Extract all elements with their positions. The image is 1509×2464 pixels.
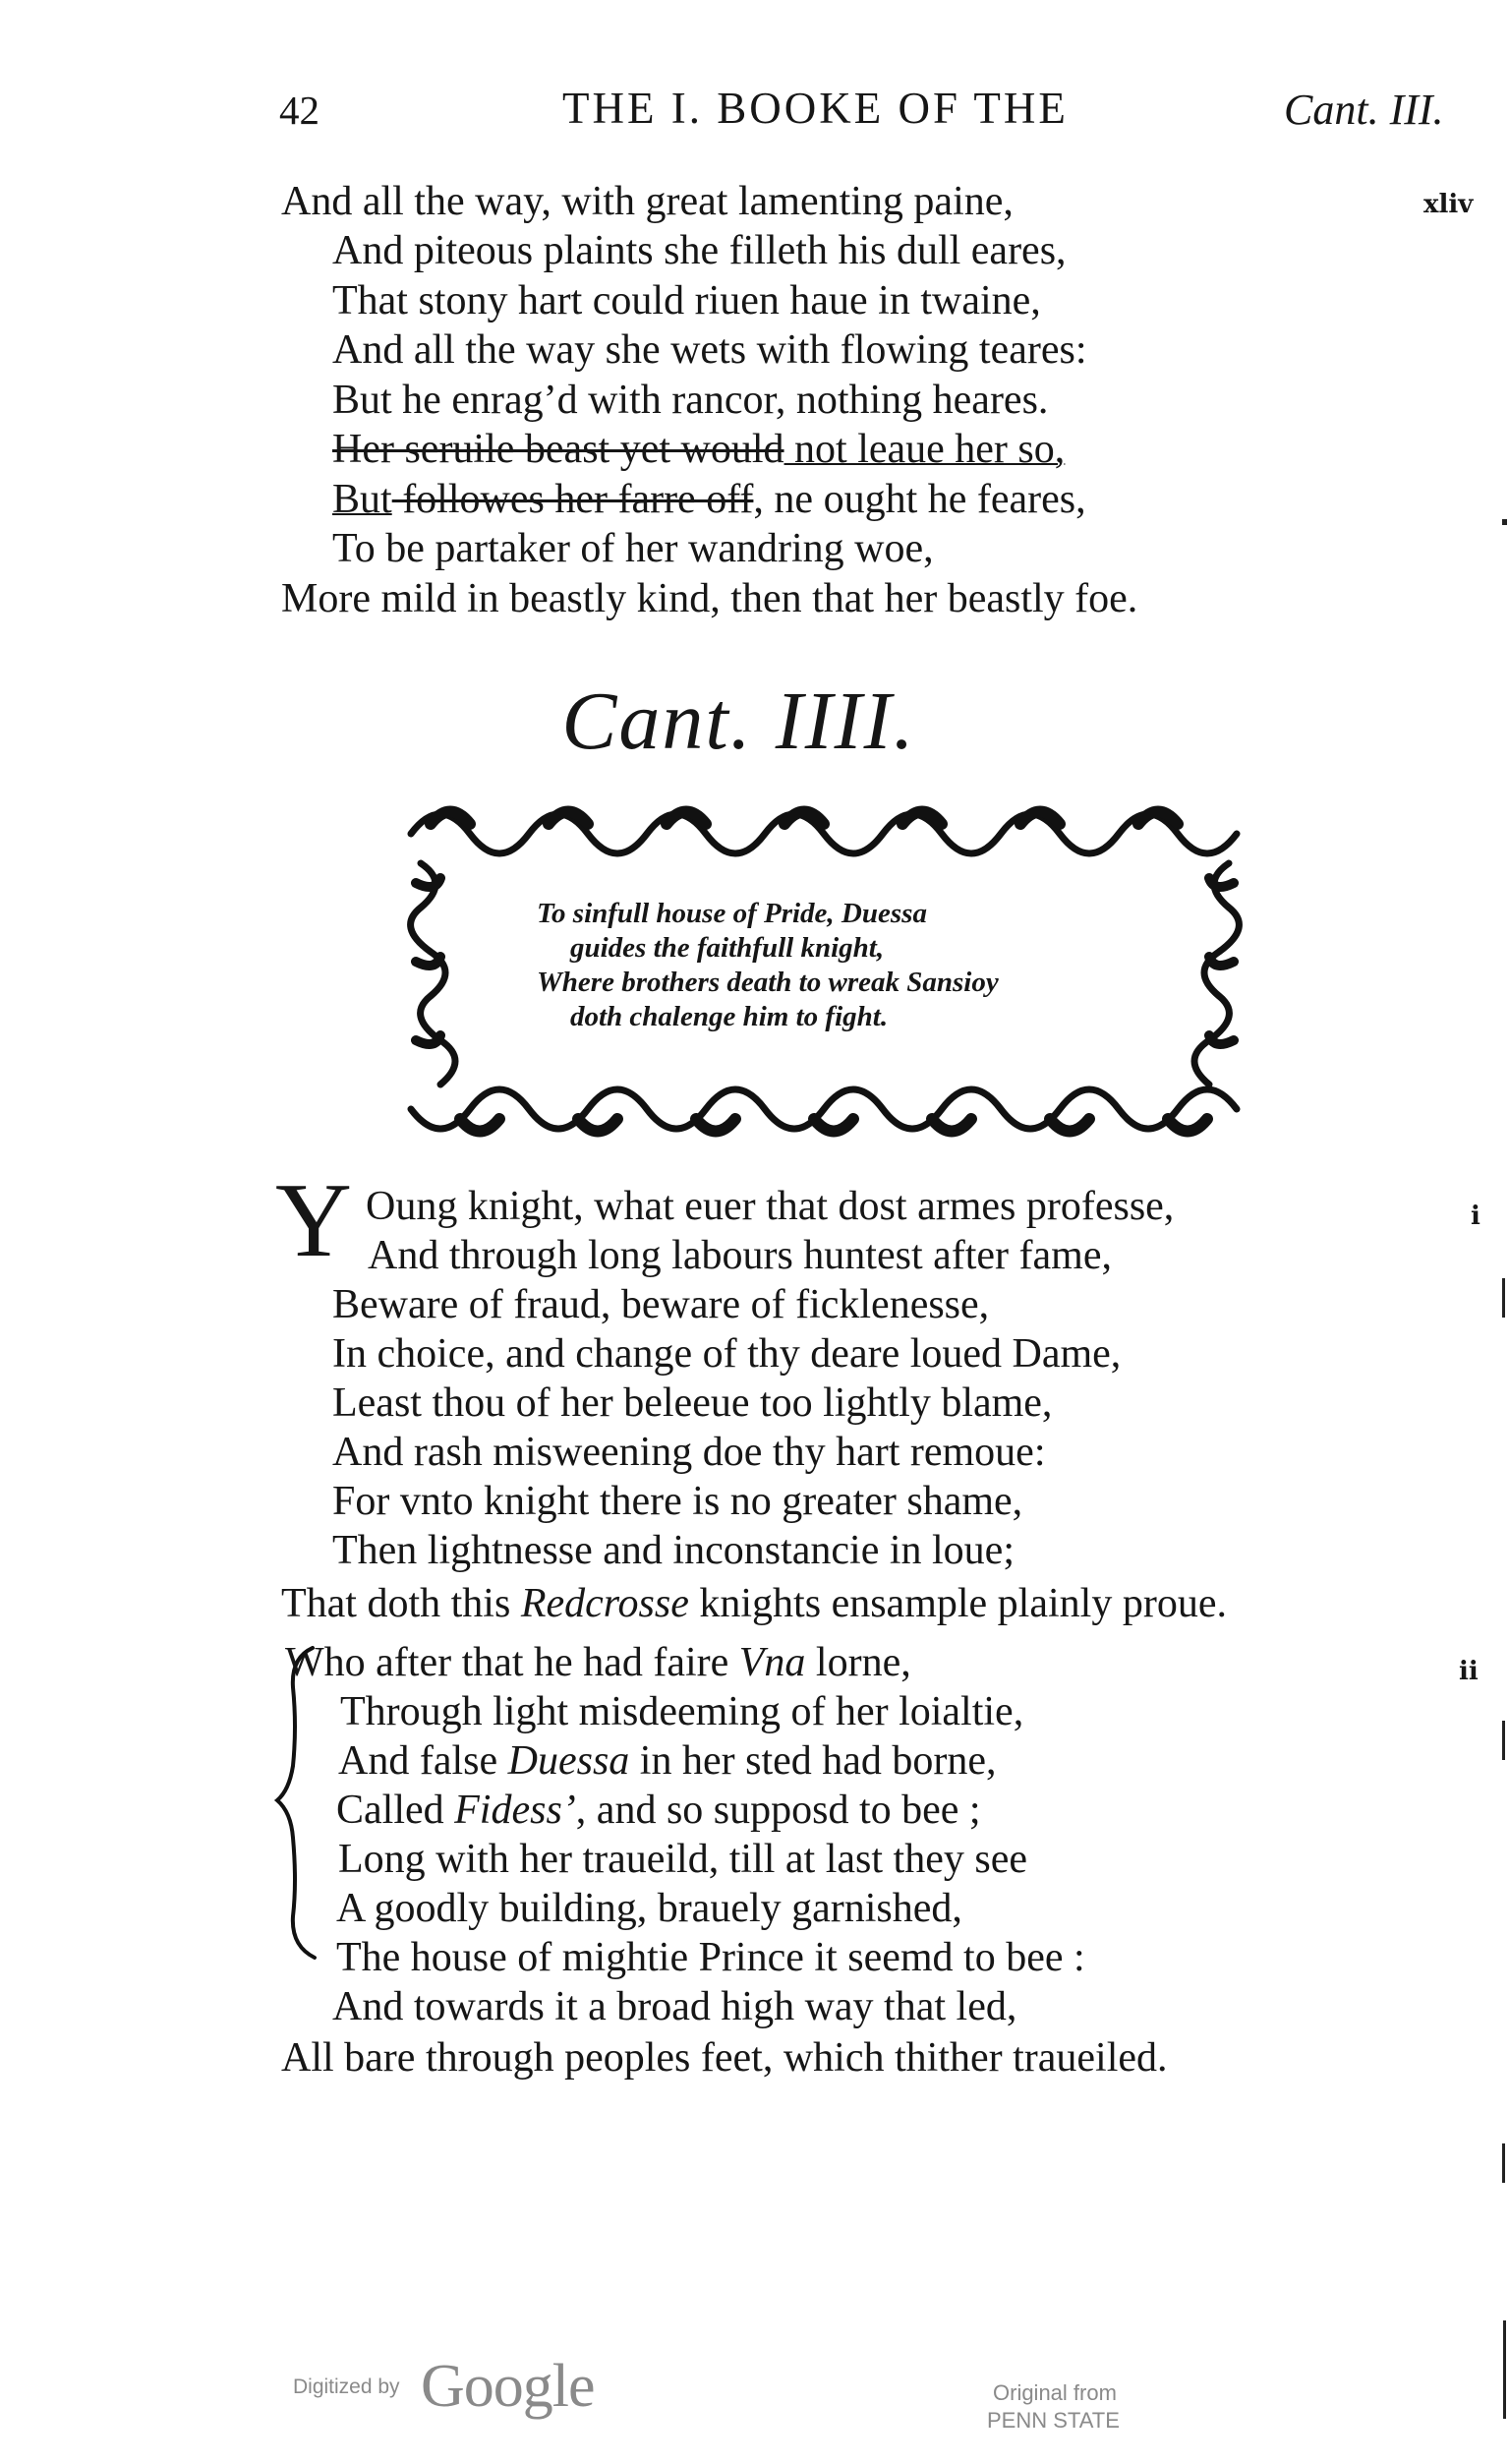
- verse-line: All bare through peoples feet, which thither traueiled.: [281, 2035, 1168, 2081]
- verse-text: knights ensample plainly proue.: [688, 1581, 1227, 1626]
- struck-text: Her seruile beast yet would: [332, 427, 784, 472]
- original-source: [987, 2379, 1120, 2435]
- italic-name: Redcrosse: [520, 1581, 689, 1626]
- right-ornament-column: [1194, 863, 1239, 1085]
- drop-cap: Y: [275, 1162, 352, 1279]
- scan-margin-mark: [1502, 2143, 1505, 2183]
- verse-line: And all the way, with great lamenting paine,: [281, 179, 1014, 224]
- source-library: PENN STATE: [987, 2408, 1120, 2433]
- verse-line-struck: [332, 425, 1065, 474]
- google-logo: Google: [421, 2353, 595, 2420]
- verse-line: Through light misdeeming of her loialtie,: [340, 1689, 1024, 1734]
- verse-text: , ne ought he feares,: [753, 477, 1086, 522]
- verse-text: lorne,: [805, 1640, 911, 1685]
- top-ornament-band: [411, 812, 1237, 854]
- verse-line-struck: [332, 475, 1086, 524]
- handwritten-brace-mark: [273, 1640, 322, 1965]
- canto-heading-text: Cant. IIII.: [561, 675, 916, 767]
- argument-line: doth chalenge him to fight.: [570, 1001, 889, 1032]
- verse-line: In choice, and change of thy deare loued Dame,: [332, 1331, 1122, 1377]
- running-title: THE I. BOOKE OF THE: [562, 84, 1069, 133]
- verse-line: More mild in beastly kind, then that her beastly foe.: [281, 576, 1138, 621]
- verse-text: That doth this: [281, 1581, 521, 1626]
- verse-text: Called: [336, 1788, 455, 1833]
- verse-line: [285, 1638, 911, 1687]
- stanza-number: xliv: [1423, 190, 1474, 219]
- page-number: 42: [279, 88, 319, 133]
- verse-line: [281, 1579, 1227, 1628]
- verse-line: But he enrag’d with rancor, nothing heares.: [332, 378, 1049, 423]
- original-from-label: Original from: [993, 2380, 1117, 2405]
- argument-line: guides the faithfull knight,: [570, 932, 885, 964]
- verse-line: [338, 1736, 997, 1786]
- scan-margin-mark: [1502, 1721, 1505, 1760]
- italic-name: Vna: [738, 1640, 806, 1685]
- verse-line: Least thou of her beleeue too lightly blame,: [332, 1380, 1053, 1426]
- stanza-number: i: [1471, 1202, 1480, 1231]
- verse-line: Oung knight, what euer that dost armes professe,: [366, 1184, 1175, 1229]
- verse-text: Who after that he had faire: [285, 1640, 739, 1685]
- italic-name: Duessa: [507, 1738, 630, 1784]
- verse-line: And through long labours huntest after fame,: [368, 1233, 1112, 1278]
- verse-line: The house of mightie Prince it seemd to bee :: [336, 1935, 1085, 1980]
- argument-line: To sinfull house of Pride, Duessa: [537, 898, 927, 929]
- verse-line: Long with her traueild, till at last they see: [338, 1837, 1027, 1882]
- verse-line: A goodly building, brauely garnished,: [336, 1886, 962, 1931]
- verse-line: And all the way she wets with flowing teares:: [332, 327, 1087, 373]
- verse-line: For vnto knight there is no greater shame,: [332, 1479, 1023, 1524]
- scan-margin-mark: [1502, 1278, 1505, 1318]
- struck-text: followes her farre off: [391, 477, 754, 522]
- running-canto: Cant. III.: [1284, 86, 1444, 134]
- scan-margin-mark: [1502, 519, 1507, 525]
- verse-line: Then lightnesse and inconstancie in loue;: [332, 1528, 1015, 1573]
- verse-line: And towards it a broad high way that led,: [332, 1984, 1017, 2029]
- verse-line: Beware of fraud, beware of ficklenesse,: [332, 1282, 990, 1327]
- verse-line: And piteous plaints she filleth his dull eares,: [332, 228, 1067, 273]
- canto-argument: [537, 897, 999, 1034]
- verse-text: in her sted had borne,: [629, 1738, 997, 1784]
- canto-heading: [0, 674, 1509, 769]
- underlined-text: But: [332, 477, 392, 522]
- verse-text: , and so supposd to bee ;: [575, 1788, 981, 1833]
- verse-line: And rash misweening doe thy hart remoue:: [332, 1430, 1046, 1475]
- bottom-ornament-band: [411, 1089, 1237, 1132]
- scan-margin-mark: [1503, 2320, 1506, 2419]
- underlined-text: not leaue her so,: [784, 427, 1066, 472]
- argument-line: Where brothers death to wreak Sansioy: [537, 967, 999, 998]
- verse-line: That stony hart could riuen haue in twaine,: [332, 278, 1041, 323]
- stanza-number: ii: [1459, 1657, 1479, 1686]
- digitized-by-label: Digitized by: [293, 2376, 400, 2398]
- verse-line: To be partaker of her wandring woe,: [332, 526, 934, 571]
- left-ornament-column: [411, 863, 455, 1085]
- verse-line: [336, 1786, 981, 1835]
- italic-name: Fidess’: [454, 1788, 576, 1833]
- verse-text: And false: [338, 1738, 508, 1784]
